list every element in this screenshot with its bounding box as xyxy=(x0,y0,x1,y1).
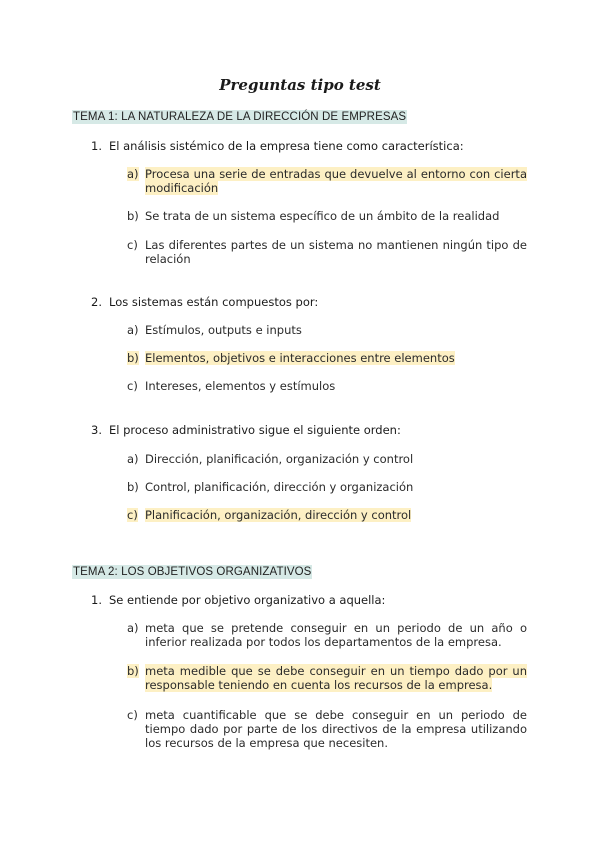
option-letter: a) xyxy=(127,621,139,635)
option-letter: c) xyxy=(127,379,138,393)
option-text: Procesa una serie de entradas que devuelve al entorno con cierta modificación xyxy=(145,167,527,195)
option-letter: b) xyxy=(127,351,139,365)
option-letter: b) xyxy=(127,664,139,678)
option-1-1-c xyxy=(127,238,527,266)
option-text: Estímulos, outputs e inputs xyxy=(145,323,302,337)
question-number: 1. xyxy=(91,593,102,607)
question-text: El análisis sistémico de la empresa tiene como característica: xyxy=(109,139,464,153)
question-1-2 xyxy=(91,295,531,309)
option-text: Las diferentes partes de un sistema no mantienen ningún tipo de relación xyxy=(145,238,527,266)
option-1-2-c xyxy=(127,379,527,393)
question-text: Se entiende por objetivo organizativo a aquella: xyxy=(109,593,386,607)
question-number: 2. xyxy=(91,295,102,309)
option-text: Control, planificación, dirección y organización xyxy=(145,480,414,494)
page-title: Preguntas tipo test xyxy=(219,76,381,94)
option-2-1-a xyxy=(127,621,527,649)
option-1-1-b xyxy=(127,209,527,223)
section-heading-tema-2: TEMA 2: LOS OBJETIVOS ORGANIZATIVOS xyxy=(73,566,312,578)
option-1-3-c xyxy=(127,508,527,522)
option-letter: a) xyxy=(127,167,139,181)
question-1-1 xyxy=(91,139,531,153)
option-text: Planificación, organización, dirección y control xyxy=(145,508,412,522)
option-letter: c) xyxy=(127,508,138,522)
option-1-3-a xyxy=(127,452,527,466)
question-1-3 xyxy=(91,423,531,437)
question-text: El proceso administrativo sigue el siguiente orden: xyxy=(109,423,401,437)
option-2-1-b xyxy=(127,664,527,692)
question-text: Los sistemas están compuestos por: xyxy=(109,295,319,309)
option-1-2-a xyxy=(127,323,527,337)
option-letter: a) xyxy=(127,452,139,466)
option-letter: c) xyxy=(127,238,138,252)
option-1-1-a xyxy=(127,167,527,195)
option-text: Elementos, objetivos e interacciones entre elementos xyxy=(145,351,455,365)
option-letter: b) xyxy=(127,209,139,223)
section-heading-tema-1: TEMA 1: LA NATURALEZA DE LA DIRECCIÓN DE EMPRESAS xyxy=(73,111,407,123)
option-text: meta que se pretende conseguir en un periodo de un año o inferior realizada por todos los departamentos de la empresa. xyxy=(145,621,527,649)
option-1-3-b xyxy=(127,480,527,494)
option-letter: a) xyxy=(127,323,139,337)
option-letter: c) xyxy=(127,708,138,722)
option-text: Dirección, planificación, organización y control xyxy=(145,452,414,466)
option-1-2-b xyxy=(127,351,527,365)
option-text: Intereses, elementos y estímulos xyxy=(145,379,336,393)
option-text: meta medible que se debe conseguir en un tiempo dado por un responsable teniendo en cuenta los recursos de la empresa. xyxy=(145,664,527,692)
question-number: 1. xyxy=(91,139,102,153)
question-2-1 xyxy=(91,593,531,607)
option-text: Se trata de un sistema específico de un ámbito de la realidad xyxy=(145,209,500,223)
option-letter: b) xyxy=(127,480,139,494)
option-text: meta cuantificable que se debe conseguir en un periodo de tiempo dado por parte de los directivos de la empresa utilizando los recursos de la empresa que necesiten. xyxy=(145,708,527,750)
question-number: 3. xyxy=(91,423,102,437)
option-2-1-c xyxy=(127,708,527,750)
